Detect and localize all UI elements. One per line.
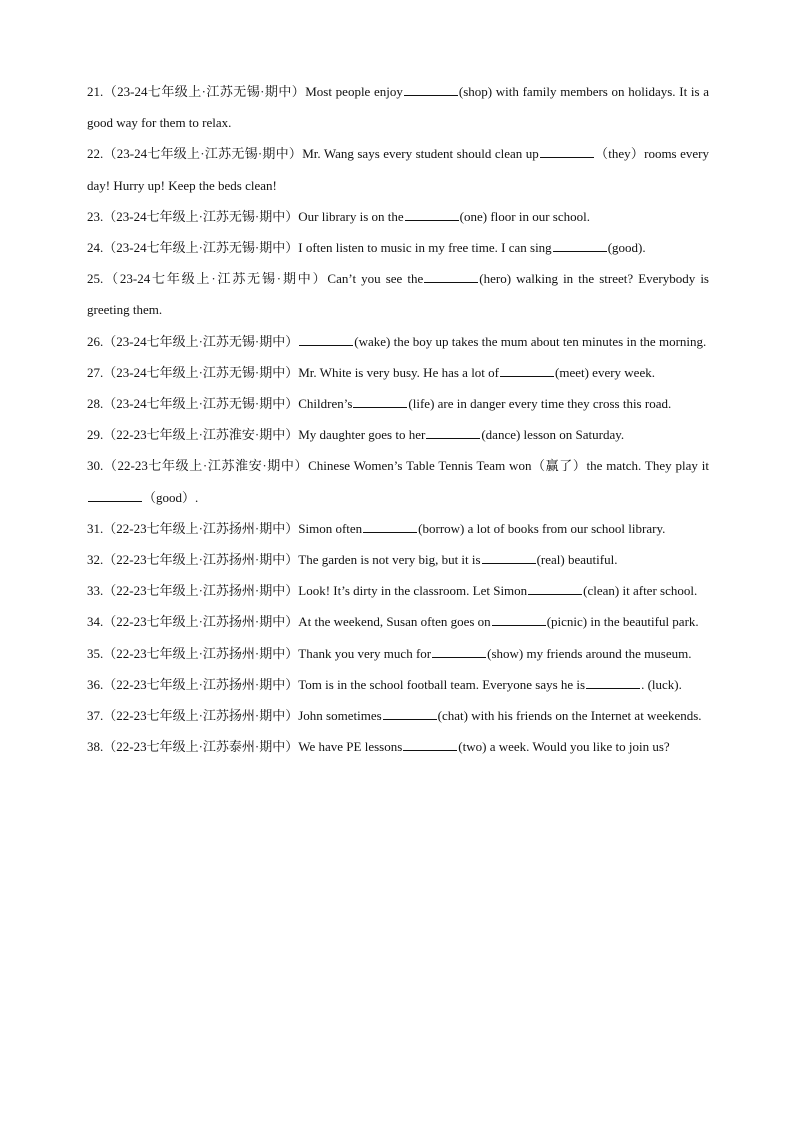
answer-blank[interactable] bbox=[432, 645, 486, 658]
question-text-after: (two) a week. Would you like to join us? bbox=[458, 739, 670, 755]
question-source: （23-24七年级上·江苏无锡·期中） bbox=[103, 208, 299, 224]
question-text-after: (life) are in danger every time they cross this road. bbox=[408, 396, 672, 412]
answer-blank[interactable] bbox=[424, 270, 478, 283]
question-source: （22-23七年级上·江苏扬州·期中） bbox=[103, 645, 299, 661]
question-number: 37. bbox=[87, 708, 104, 724]
question-item bbox=[87, 450, 709, 512]
question-text-after: (shop) with family members on holidays. It is a good way for them to relax. bbox=[87, 84, 709, 131]
question-item bbox=[87, 513, 709, 544]
answer-blank[interactable] bbox=[586, 676, 640, 689]
question-number: 26. bbox=[87, 333, 104, 349]
question-text-after: (picnic) in the beautiful park. bbox=[546, 614, 699, 630]
question-item bbox=[87, 326, 709, 357]
question-text-before: Mr. Wang says every student should clean up bbox=[302, 146, 539, 162]
question-number: 32. bbox=[87, 552, 104, 568]
question-source: （22-23七年级上·江苏扬州·期中） bbox=[103, 520, 299, 536]
answer-blank[interactable] bbox=[540, 145, 594, 158]
question-text-after: (good). bbox=[607, 240, 646, 256]
question-number: 34. bbox=[87, 614, 104, 630]
question-source: （23-24七年级上·江苏无锡·期中） bbox=[103, 396, 299, 412]
question-item bbox=[87, 357, 709, 388]
answer-blank[interactable] bbox=[492, 613, 546, 626]
question-text-after: . (luck). bbox=[641, 676, 682, 692]
question-item bbox=[87, 388, 709, 419]
answer-blank[interactable] bbox=[500, 364, 554, 377]
question-source: （22-23七年级上·江苏淮安·期中） bbox=[103, 427, 299, 443]
answer-blank[interactable] bbox=[403, 738, 457, 751]
question-source: （23-24七年级上·江苏无锡·期中） bbox=[103, 146, 303, 162]
question-number: 28. bbox=[87, 396, 104, 412]
question-text-before: Simon often bbox=[298, 520, 363, 536]
question-text-before: Tom is in the school football team. Everyone says he is bbox=[298, 676, 586, 692]
question-text-after: （they）rooms every day! Hurry up! Keep the beds clean! bbox=[87, 146, 709, 193]
question-number: 38. bbox=[87, 739, 104, 755]
question-number: 31. bbox=[87, 520, 104, 536]
question-source: （23-24七年级上·江苏无锡·期中） bbox=[103, 364, 299, 380]
answer-blank[interactable] bbox=[482, 551, 536, 564]
question-text-after: (show) my friends around the museum. bbox=[487, 645, 692, 661]
question-number: 27. bbox=[87, 364, 104, 380]
question-item bbox=[87, 419, 709, 450]
question-item bbox=[87, 232, 709, 263]
question-source: （23-24七年级上·江苏无锡·期中） bbox=[103, 271, 328, 287]
answer-blank[interactable] bbox=[404, 83, 458, 96]
question-number: 23. bbox=[87, 208, 104, 224]
question-number: 36. bbox=[87, 676, 104, 692]
question-source: （23-24七年级上·江苏无锡·期中） bbox=[103, 84, 306, 99]
answer-blank[interactable] bbox=[553, 239, 607, 252]
question-source: （23-24七年级上·江苏无锡·期中） bbox=[103, 240, 299, 256]
question-number: 30. bbox=[87, 458, 104, 474]
question-text-before: At the weekend, Susan often goes on bbox=[298, 614, 491, 630]
question-number: 24. bbox=[87, 240, 104, 256]
question-text-after: (clean) it after school. bbox=[583, 583, 698, 599]
question-item bbox=[87, 138, 709, 200]
answer-blank[interactable] bbox=[383, 707, 437, 720]
question-number: 22. bbox=[87, 146, 104, 162]
question-source: （22-23七年级上·江苏扬州·期中） bbox=[103, 614, 299, 630]
question-text-before: Chinese Women’s Table Tennis Team won（赢了）the match. They play it bbox=[308, 458, 709, 474]
question-source: （22-23七年级上·江苏淮安·期中） bbox=[103, 458, 309, 474]
question-item bbox=[87, 575, 709, 606]
answer-blank[interactable] bbox=[299, 333, 353, 346]
question-text-before: Look! It’s dirty in the classroom. Let Simon bbox=[298, 583, 528, 599]
question-number: 29. bbox=[87, 427, 104, 443]
question-text-before: John sometimes bbox=[298, 708, 382, 724]
question-source: （22-23七年级上·江苏扬州·期中） bbox=[103, 552, 299, 568]
question-item bbox=[87, 700, 709, 731]
answer-blank[interactable] bbox=[426, 426, 480, 439]
question-text-before: Thank you very much for bbox=[298, 645, 432, 661]
answer-blank[interactable] bbox=[405, 208, 459, 221]
question-text-before: Mr. White is very busy. He has a lot of bbox=[298, 364, 499, 380]
question-item bbox=[87, 638, 709, 669]
question-number: 21. bbox=[87, 84, 104, 99]
question-text-before: Children’s bbox=[298, 396, 353, 412]
question-text-before: Most people enjoy bbox=[305, 84, 403, 99]
question-source: （22-23七年级上·江苏扬州·期中） bbox=[103, 708, 299, 724]
answer-blank[interactable] bbox=[528, 582, 582, 595]
question-source: （23-24七年级上·江苏无锡·期中） bbox=[103, 333, 299, 349]
question-number: 25. bbox=[87, 271, 104, 287]
question-item bbox=[87, 76, 709, 138]
question-number: 35. bbox=[87, 645, 104, 661]
exercise-page bbox=[87, 76, 709, 762]
question-text-after: (chat) with his friends on the Internet at weekends. bbox=[437, 708, 702, 724]
question-text-after: (real) beautiful. bbox=[536, 552, 618, 568]
question-text-after: (one) floor in our school. bbox=[459, 208, 591, 224]
question-text-before: The garden is not very big, but it is bbox=[298, 552, 481, 568]
question-source: （22-23七年级上·江苏泰州·期中） bbox=[103, 739, 299, 755]
question-text-after: (wake) the boy up takes the mum about ten minutes in the morning. bbox=[354, 333, 707, 349]
question-text-before: We have PE lessons bbox=[298, 739, 403, 755]
question-item bbox=[87, 731, 709, 762]
question-item bbox=[87, 263, 709, 325]
question-text-after: （good）. bbox=[143, 489, 199, 505]
question-text-before: I often listen to music in my free time. I can sing bbox=[298, 240, 552, 256]
answer-blank[interactable] bbox=[363, 520, 417, 533]
answer-blank[interactable] bbox=[353, 395, 407, 408]
question-text-before: Our library is on the bbox=[298, 208, 404, 224]
question-text-after: (hero) walking in the street? Everybody is greeting them. bbox=[87, 271, 709, 318]
question-text-after: (meet) every week. bbox=[555, 364, 655, 380]
question-item bbox=[87, 201, 709, 232]
question-number: 33. bbox=[87, 583, 104, 599]
question-text-after: (dance) lesson on Saturday. bbox=[481, 427, 625, 443]
question-text-before: My daughter goes to her bbox=[298, 427, 426, 443]
answer-blank[interactable] bbox=[88, 489, 142, 502]
question-item bbox=[87, 544, 709, 575]
question-text-before: Can’t you see the bbox=[327, 271, 424, 287]
question-source: （22-23七年级上·江苏扬州·期中） bbox=[103, 676, 299, 692]
question-source: （22-23七年级上·江苏扬州·期中） bbox=[103, 583, 299, 599]
question-text-after: (borrow) a lot of books from our school library. bbox=[418, 520, 666, 536]
question-item bbox=[87, 669, 709, 700]
question-item bbox=[87, 606, 709, 637]
